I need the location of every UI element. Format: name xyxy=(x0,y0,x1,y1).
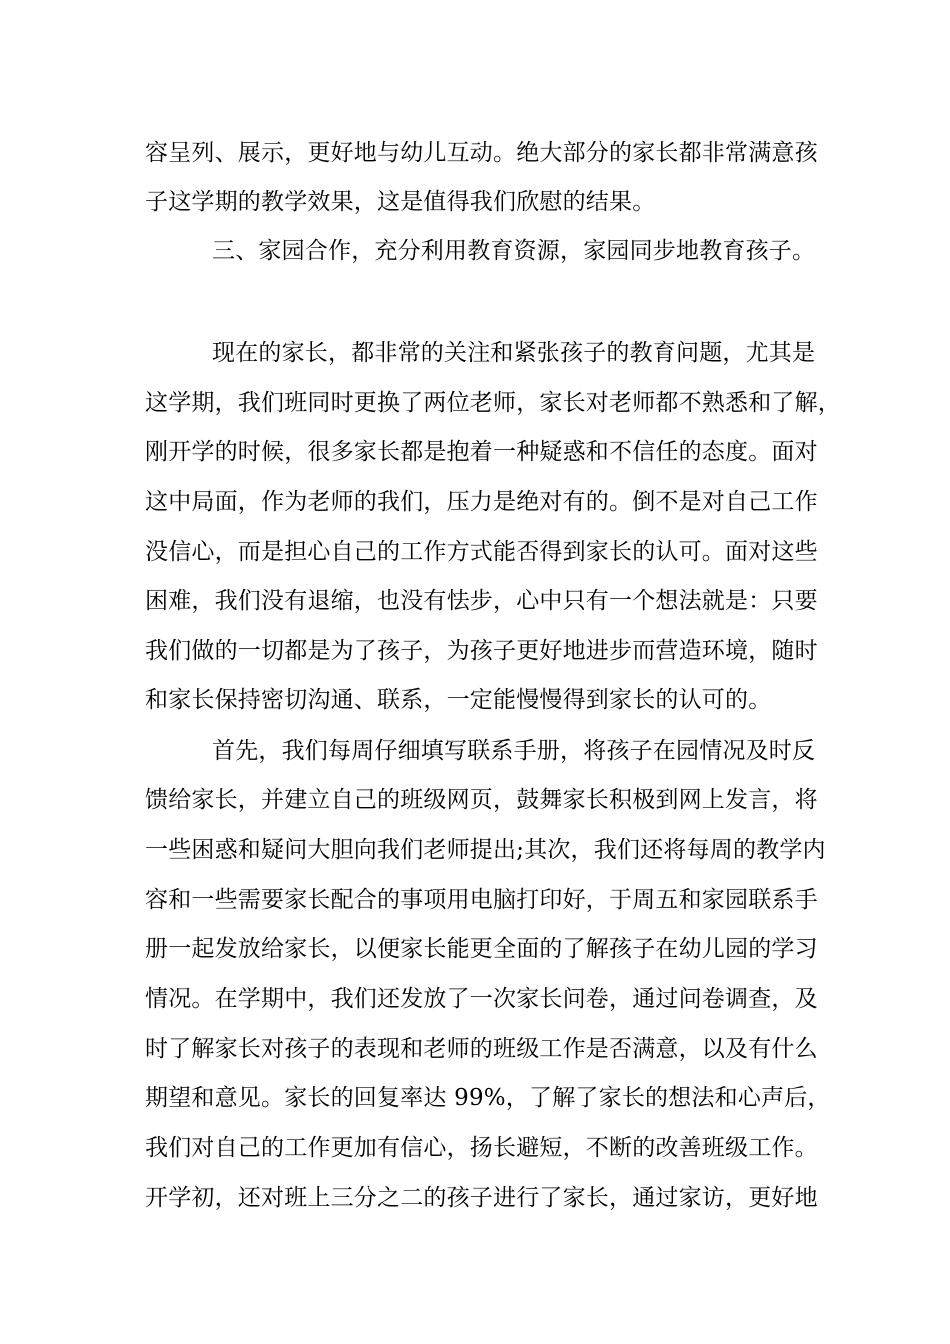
text-line: 困难，我们没有退缩，也没有怯步，心中只有一个想法就是：只要 xyxy=(145,588,818,614)
text-line: 和家长保持密切沟通、联系，一定能慢慢得到家长的认可的。 xyxy=(145,687,772,713)
text-line: 这中局面，作为老师的我们，压力是绝对有的。倒不是对自己工作 xyxy=(145,489,818,515)
text-line: 册一起发放给家长，以便家长能更全面的了解孩子在幼儿园的学习 xyxy=(145,936,818,962)
text-line: 情况。在学期中，我们还发放了一次家长问卷，通过问卷调查，及 xyxy=(145,986,818,1012)
text-line: 时了解家长对孩子的表现和老师的班级工作是否满意，以及有什么 xyxy=(145,1036,818,1062)
text-line: 现在的家长，都非常的关注和紧张孩子的教育问题，尤其是 xyxy=(212,340,816,366)
text-line: 这学期，我们班同时更换了两位老师，家长对老师都不熟悉和了解， xyxy=(145,390,841,416)
text-line: 子这学期的教学效果，这是值得我们欣慰的结果。 xyxy=(145,189,656,215)
text-line: 馈给家长，并建立自己的班级网页，鼓舞家长积极到网上发言，将 xyxy=(145,787,818,813)
text-line: 一些困惑和疑问大胆向我们老师提出;其次，我们还将每周的教学内 xyxy=(145,837,826,863)
section-heading: 三、家园合作，充分利用教育资源，家园同步地教育孩子。 xyxy=(212,238,816,264)
text-line: 容和一些需要家长配合的事项用电脑打印好，于周五和家园联系手 xyxy=(145,887,818,913)
text-line: 首先，我们每周仔细填写联系手册，将孩子在园情况及时反 xyxy=(212,738,816,764)
text-line: 没信心，而是担心自己的工作方式能否得到家长的认可。面对这些 xyxy=(145,539,818,565)
text-line: 刚开学的时候，很多家长都是抱着一种疑惑和不信任的态度。面对 xyxy=(145,439,818,465)
text-line: 我们对自己的工作更加有信心，扬长避短，不断的改善班级工作。 xyxy=(145,1135,818,1161)
text-line: 开学初，还对班上三分之二的孩子进行了家长，通过家访，更好地 xyxy=(145,1185,818,1211)
text-line: 容呈列、展示，更好地与幼儿互动。绝大部分的家长都非常满意孩 xyxy=(145,140,818,166)
text-line: 我们做的一切都是为了孩子，为孩子更好地进步而营造环境，随时 xyxy=(145,638,818,664)
text-line: 期望和意见。家长的回复率达 99%，了解了家长的想法和心声后， xyxy=(145,1085,831,1111)
